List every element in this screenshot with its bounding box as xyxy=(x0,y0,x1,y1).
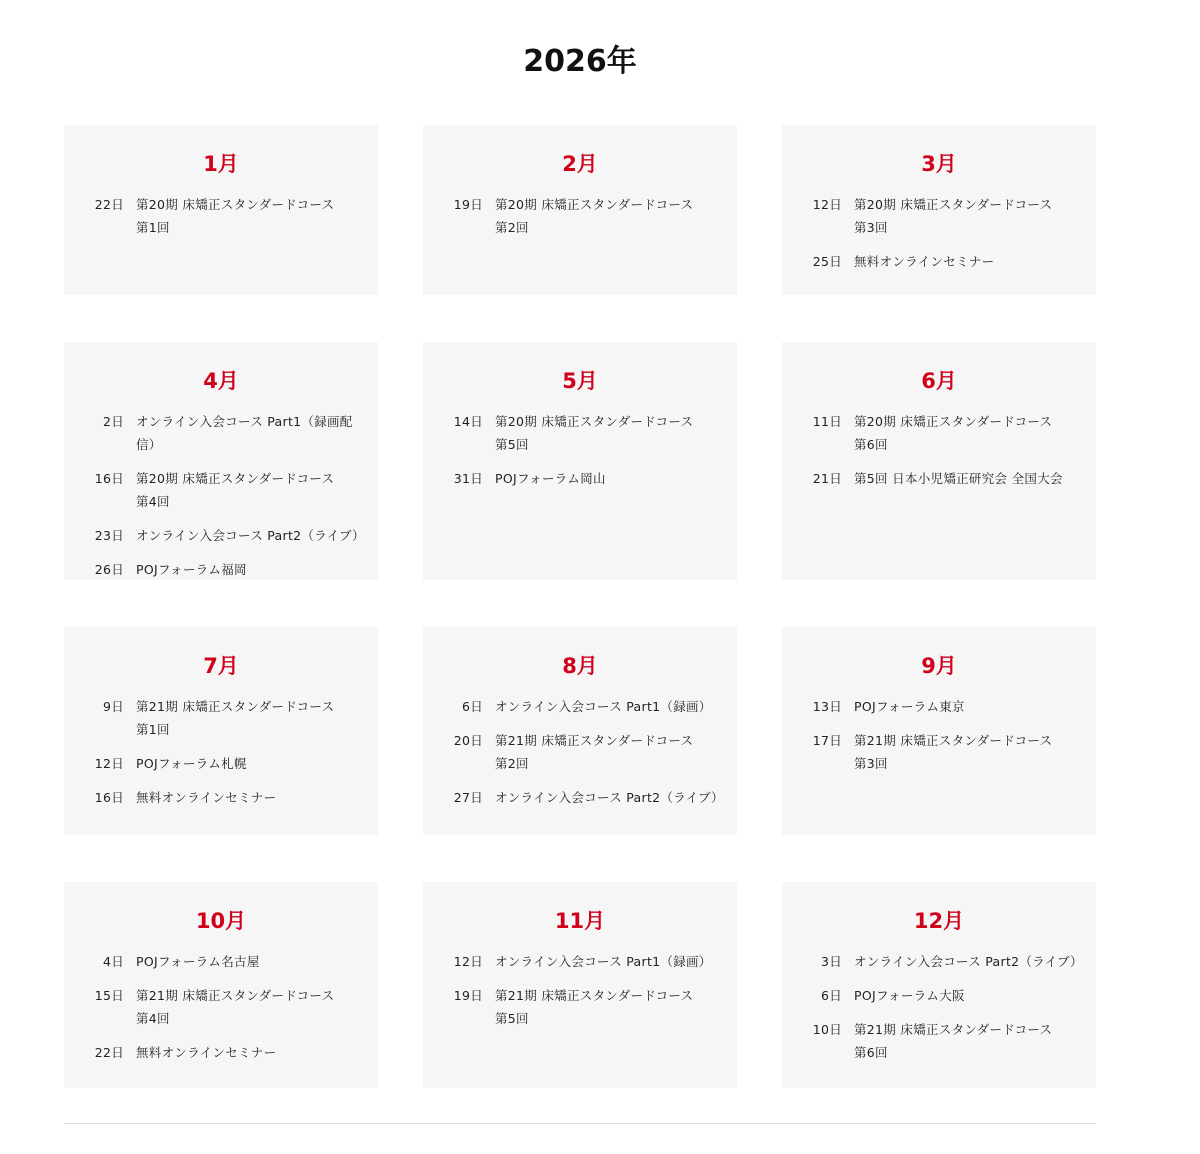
row-spacer xyxy=(64,295,1096,342)
month-title: 7月 xyxy=(203,654,239,678)
event-item xyxy=(64,752,378,775)
event-day: 2日 xyxy=(102,414,124,429)
month-title: 8月 xyxy=(562,654,598,678)
event-item xyxy=(64,786,378,809)
event-day: 25日 xyxy=(812,254,842,269)
event-item xyxy=(423,950,737,973)
event-day: 31日 xyxy=(453,471,483,486)
event-title: 第20期 床矯正スタンダードコース 第5回 xyxy=(495,414,694,452)
event-item xyxy=(64,467,378,513)
month-title: 5月 xyxy=(562,369,598,393)
event-item xyxy=(423,786,737,809)
event-day: 6日 xyxy=(820,988,842,1003)
month-card xyxy=(782,342,1096,580)
month-card xyxy=(423,125,737,295)
event-item xyxy=(423,729,737,775)
month-title: 6月 xyxy=(921,369,957,393)
event-title: オンライン入会コース Part1（録画配信） xyxy=(136,414,353,452)
event-item xyxy=(64,410,378,456)
event-title: オンライン入会コース Part1（録画） xyxy=(495,954,712,969)
event-item xyxy=(782,950,1096,973)
event-day: 22日 xyxy=(94,197,124,212)
month-title: 1月 xyxy=(203,152,239,176)
month-title: 3月 xyxy=(921,152,957,176)
event-title: POJフォーラム名古屋 xyxy=(136,954,260,969)
event-item xyxy=(64,984,378,1030)
month-title: 9月 xyxy=(921,654,957,678)
event-title: 第21期 床矯正スタンダードコース 第5回 xyxy=(495,988,694,1026)
event-title: 第20期 床矯正スタンダードコース 第1回 xyxy=(136,197,335,235)
month-card xyxy=(423,342,737,580)
month-card xyxy=(64,627,378,835)
event-title: POJフォーラム大阪 xyxy=(854,988,965,1003)
event-title: 第20期 床矯正スタンダードコース 第6回 xyxy=(854,414,1053,452)
event-title: オンライン入会コース Part2（ライブ） xyxy=(495,790,724,805)
event-title: 第20期 床矯正スタンダードコース 第2回 xyxy=(495,197,694,235)
event-item xyxy=(782,984,1096,1007)
event-day: 19日 xyxy=(453,197,483,212)
event-title: 第21期 床矯正スタンダードコース 第1回 xyxy=(136,699,335,737)
event-item xyxy=(782,729,1096,775)
event-day: 4日 xyxy=(102,954,124,969)
month-title: 10月 xyxy=(195,909,247,933)
month-title: 12月 xyxy=(913,909,965,933)
event-title: 第21期 床矯正スタンダードコース 第6回 xyxy=(854,1022,1053,1060)
event-item xyxy=(64,1041,378,1064)
event-item xyxy=(782,467,1096,490)
event-title: POJフォーラム東京 xyxy=(854,699,965,714)
event-day: 26日 xyxy=(94,562,124,577)
event-title: 第21期 床矯正スタンダードコース 第3回 xyxy=(854,733,1053,771)
event-day: 12日 xyxy=(453,954,483,969)
event-item xyxy=(782,695,1096,718)
event-title: 第20期 床矯正スタンダードコース 第3回 xyxy=(854,197,1053,235)
event-title: 第20期 床矯正スタンダードコース 第4回 xyxy=(136,471,335,509)
event-day: 16日 xyxy=(94,471,124,486)
event-item xyxy=(423,984,737,1030)
month-card xyxy=(423,627,737,835)
event-item xyxy=(64,558,378,581)
event-title: POJフォーラム福岡 xyxy=(136,562,247,577)
event-item xyxy=(782,410,1096,456)
event-day: 10日 xyxy=(812,1022,842,1037)
event-title: オンライン入会コース Part1（録画） xyxy=(495,699,712,714)
event-item xyxy=(782,250,1096,273)
event-item xyxy=(423,410,737,456)
event-day: 16日 xyxy=(94,790,124,805)
event-title: オンライン入会コース Part2（ライブ） xyxy=(854,954,1083,969)
event-item xyxy=(64,695,378,741)
event-title: POJフォーラム岡山 xyxy=(495,471,606,486)
event-title: POJフォーラム札幌 xyxy=(136,756,247,771)
month-card xyxy=(423,882,737,1088)
event-item xyxy=(782,193,1096,239)
event-day: 15日 xyxy=(94,988,124,1003)
event-item xyxy=(782,1018,1096,1064)
month-title: 4月 xyxy=(203,369,239,393)
event-day: 12日 xyxy=(94,756,124,771)
event-title: 無料オンラインセミナー xyxy=(136,790,277,805)
month-card xyxy=(64,342,378,580)
month-title: 2月 xyxy=(562,152,598,176)
month-card xyxy=(782,882,1096,1088)
month-card xyxy=(782,125,1096,295)
event-title: 無料オンラインセミナー xyxy=(136,1045,277,1060)
event-day: 14日 xyxy=(453,414,483,429)
row-spacer xyxy=(64,580,1096,627)
month-card xyxy=(64,125,378,295)
event-day: 11日 xyxy=(812,414,842,429)
event-day: 6日 xyxy=(461,699,483,714)
row-spacer xyxy=(64,835,1096,882)
event-day: 20日 xyxy=(453,733,483,748)
event-day: 21日 xyxy=(812,471,842,486)
month-title: 11月 xyxy=(554,909,606,933)
event-item xyxy=(423,193,737,239)
event-title: 第21期 床矯正スタンダードコース 第2回 xyxy=(495,733,694,771)
event-day: 27日 xyxy=(453,790,483,805)
event-day: 3日 xyxy=(820,954,842,969)
event-day: 13日 xyxy=(812,699,842,714)
month-grid xyxy=(64,125,1096,1088)
event-title: 第21期 床矯正スタンダードコース 第4回 xyxy=(136,988,335,1026)
event-day: 17日 xyxy=(812,733,842,748)
month-card xyxy=(64,882,378,1088)
event-item xyxy=(64,193,378,239)
event-day: 9日 xyxy=(102,699,124,714)
event-day: 22日 xyxy=(94,1045,124,1060)
bottom-divider xyxy=(64,1123,1096,1124)
event-item xyxy=(423,695,737,718)
event-day: 12日 xyxy=(812,197,842,212)
event-title: 無料オンラインセミナー xyxy=(854,254,995,269)
event-item xyxy=(423,467,737,490)
event-day: 23日 xyxy=(94,528,124,543)
month-card xyxy=(782,627,1096,835)
event-item xyxy=(64,950,378,973)
event-title: オンライン入会コース Part2（ライブ） xyxy=(136,528,365,543)
event-item xyxy=(64,524,378,547)
year-title: 2026年 xyxy=(523,44,637,79)
event-day: 19日 xyxy=(453,988,483,1003)
event-title: 第5回 日本小児矯正研究会 全国大会 xyxy=(854,471,1063,486)
